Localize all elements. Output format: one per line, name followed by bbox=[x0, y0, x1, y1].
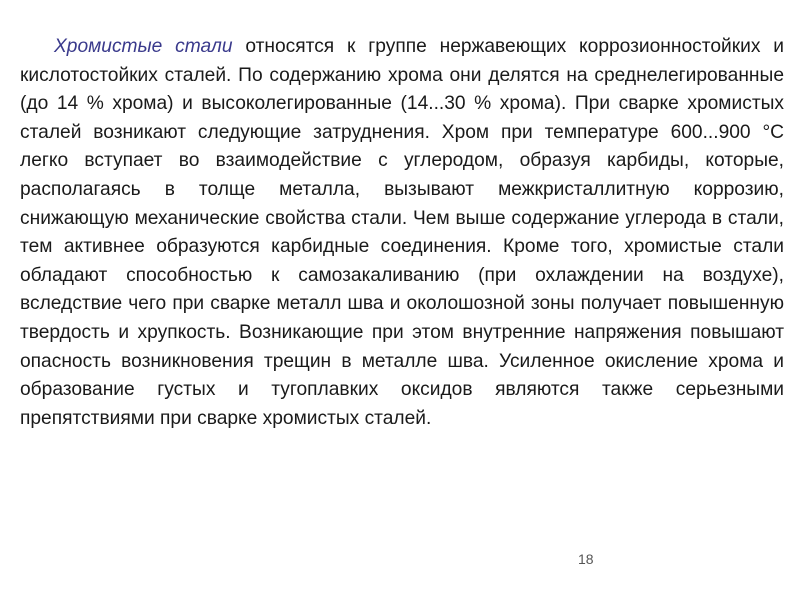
body-paragraph bbox=[20, 33, 784, 433]
emphasized-term: Хромистые стали bbox=[54, 36, 233, 57]
page-number: 18 bbox=[578, 551, 594, 567]
paragraph-text: относятся к группе нержавеющих коррозионностойких и кислотостойких сталей. По содержанию хрома они делятся на среднелегированные (до 14 % хрома) и высоколегированные (14...30 % хрома). При сварке хромистых сталей возникают следующие затруднения. Хром при температуре 600...900 °С легко вступает во взаимодействие с углеродом, образуя карбиды, которые, располагаясь в толще металла, вызывают межкристаллитную коррозию, снижающую механические свойства стали. Чем выше содержание углерода в стали, тем активнее образуются карбидные соединения. Кроме того, хромистые стали обладают способностью к самозакаливанию (при охлаждении на воздухе), вследствие чего при сварке металл шва и околошозной зоны получает повышенную твердость и хрупкость. Возникающие при этом внутренние напряжения повышают опасность возникновения трещин в металле шва. Усиленное окисление хрома и образование густых и тугоплавких оксидов являются также серьезными препятствиями при сварке хромистых сталей. bbox=[20, 36, 784, 429]
